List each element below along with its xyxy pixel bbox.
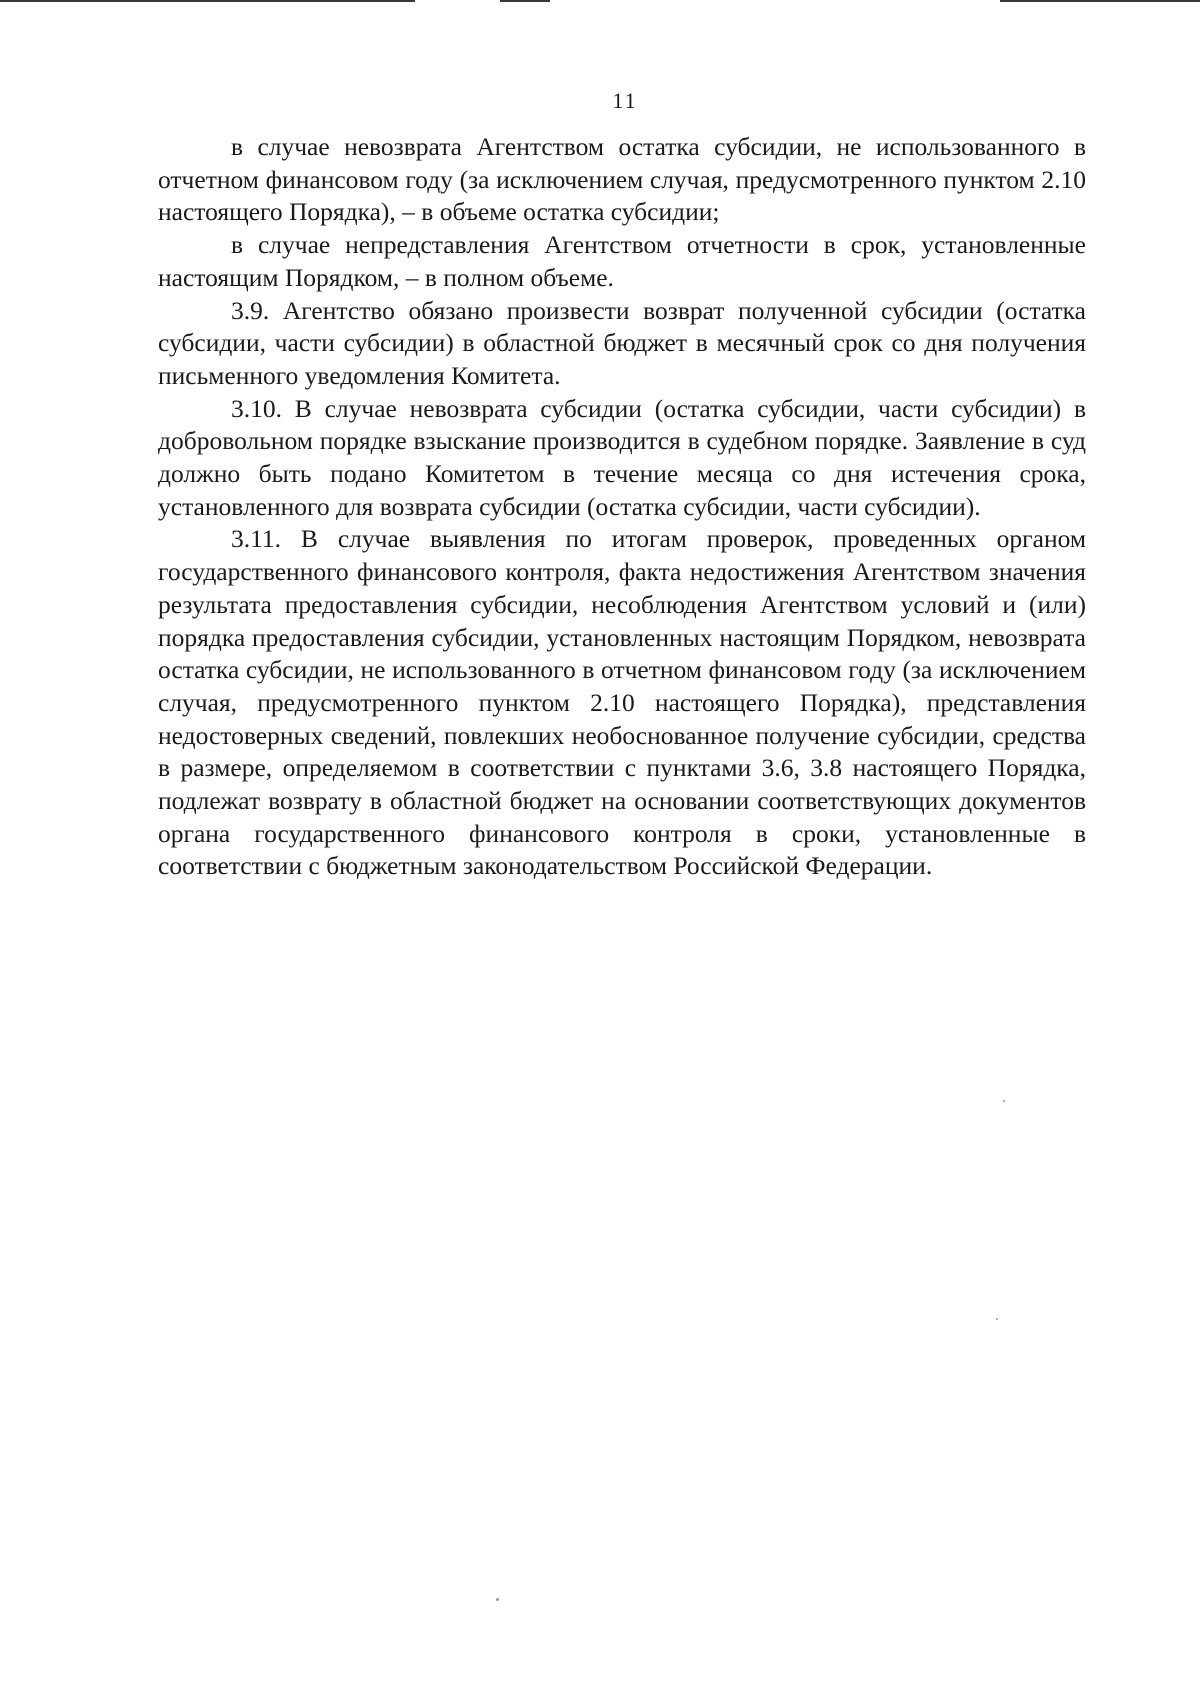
scan-edge-line xyxy=(0,0,415,2)
paragraph-return-no-report: в случае непредставления Агентством отчетности в срок, установленные настоящим Порядком, – в полном объеме. xyxy=(158,230,1086,292)
scan-speck xyxy=(1003,1100,1005,1102)
paragraph-3-9: 3.9. Агентство обязано произвести возврат полученной субсидии (остатка субсидии, части субсидии) в областной бюджет в месячный срок со дня получения письменного уведомления Комитета. xyxy=(158,295,1086,390)
document-body xyxy=(158,131,1086,883)
scan-speck xyxy=(496,1598,499,1601)
scan-speck xyxy=(996,1318,998,1320)
paragraph-3-10: 3.10. В случае невозврата субсидии (остатка субсидии, части субсидии) в добровольном порядке взыскание производится в судебном порядке. Заявление в суд должно быть подано Комитетом в течение месяца со дня истечения срока, установленного для возврата субсидии (остатка субсидии, части субсидии). xyxy=(158,393,1086,521)
paragraph-return-unused-balance: в случае невозврата Агентством остатка субсидии, не использованного в отчетном финансовом году (за исключением случая, предусмотренного пунктом 2.10 настоящего Порядка), – в объеме остатка субсидии; xyxy=(158,132,1086,227)
page-number: 11 xyxy=(612,88,638,113)
scan-edge-line xyxy=(500,0,550,2)
scan-edge-line xyxy=(1000,0,1200,2)
paragraph-3-11: 3.11. В случае выявления по итогам проверок, проведенных органом государственного финансового контроля, факта недостижения Агентством значения результата предоставления субсидии, несоблюдения Агентством условий и (или) порядка предоставления субсидии, установленных настоящим Порядком, невозврата остатка субсидии, не использованного в отчетном финансовом году (за исключением случая, предусмотренного пунктом 2.10 настоящего Порядка), представления недостоверных сведений, повлекших необоснованное получение субсидии, средства в размере, определяемом в соответствии с пунктами 3.6, 3.8 настоящего Порядка, подлежат возврату в областной бюджет на основании соответствующих документов органа государственного финансового контроля в сроки, установленные в соответствии с бюджетным законодательством Российской Федерации. xyxy=(158,524,1086,881)
